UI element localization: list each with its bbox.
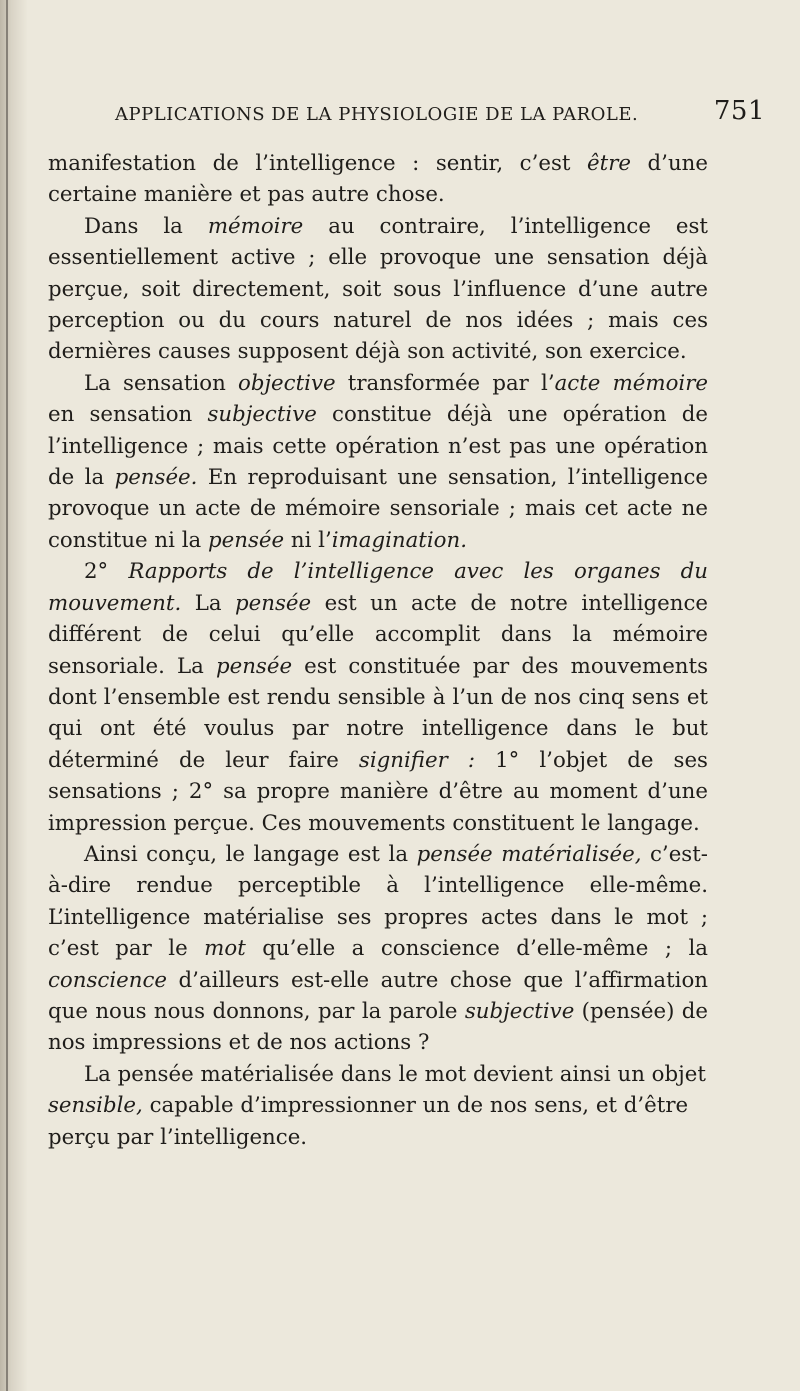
paragraph-6 <box>48 1059 708 1153</box>
italic-run: conscience <box>48 967 167 993</box>
italic-run: mémoire <box>207 213 304 239</box>
italic-run: pensée <box>215 653 293 679</box>
text-run: Ainsi conçu, le langage est la <box>84 841 417 867</box>
italic-run: subjective <box>464 998 575 1024</box>
text-run: 2° <box>84 559 129 585</box>
text-run: c’est-à-dire rendue perceptible à l’intelligence elle-même. L’intelligence matérialise ses propres actes dans le mot ; c’est par le <box>48 841 708 962</box>
text-run: La <box>181 590 236 616</box>
text-run: est constituée par des mouvements dont l’ensemble est rendu sensible à l’un de nos cinq sens et qui ont été voulus par notre intelligence dans le but déterminé de leur faire <box>48 653 708 773</box>
italic-run: pensée. <box>114 465 198 491</box>
italic-run: Rapports de l’intelligence avec les organes du mouvement. <box>48 559 708 616</box>
paragraph-5 <box>48 839 708 1059</box>
italic-run: imagination. <box>331 527 467 553</box>
text-run: d’une certaine manière et pas autre chose. <box>48 151 708 208</box>
text-run: ni l’ <box>284 527 332 553</box>
italic-run: objective <box>238 370 336 396</box>
text-run: en sensation <box>48 402 208 428</box>
italic-run: signifier : <box>358 747 476 773</box>
italic-run: acte mémoire <box>554 370 708 396</box>
italic-run: pensée matérialisée, <box>416 841 642 867</box>
text-run: transformée par l’ <box>335 370 555 396</box>
text-run: Dans la <box>84 213 208 239</box>
italic-run: mot <box>204 936 246 962</box>
text-run: En reproduisant une sensation, l’intelligence provoque un acte de mémoire sensoriale ; mais cet acte ne constitue ni la <box>48 465 708 553</box>
italic-run: sensible, <box>48 1093 143 1119</box>
text-run: La sensation <box>84 370 238 396</box>
text-run: capable d’impressionner un de nos sens, et d’être perçu par l’intelligence. <box>48 1093 689 1150</box>
text-run: au contraire, l’intelligence est essentiellement active ; elle provoque une sensation déjà perçue, soit directement, soit sous l’influence d’une autre perception ou du cours naturel de nos idées ; mais ces dernières causes supposent déjà son activité, son exercice. <box>48 213 708 365</box>
text-run: est un acte de notre intelligence différent de celui qu’elle accomplit dans la mémoire sensoriale. La <box>48 590 708 679</box>
text-run: (pensée) de nos impressions et de nos actions ? <box>48 998 708 1056</box>
paragraph-2 <box>48 211 708 368</box>
page-number: 751 <box>713 96 765 126</box>
italic-run: pensée <box>208 527 285 553</box>
page-header <box>115 96 765 136</box>
body-text <box>48 148 708 1153</box>
text-run: 1° l’objet de ses sensations ; 2° sa propre manière d’être au moment d’une impression perçue. Ces mouvements constituent le langage. <box>48 747 708 836</box>
book-gutter-shadow <box>0 0 28 1391</box>
paragraph-4 <box>48 556 708 839</box>
running-title: APPLICATIONS DE LA PHYSIOLOGIE DE LA PAROLE. <box>115 104 639 125</box>
italic-run: être <box>587 151 631 176</box>
text-run: manifestation de l’intelligence : sentir, c’est <box>48 151 588 176</box>
text-run: constitue déjà une opération de l’intelligence ; mais cette opération n’est pas une opération de la <box>48 402 708 491</box>
italic-run: subjective <box>207 402 317 428</box>
text-run: La pensée matérialisée dans le mot devient ainsi un objet <box>84 1061 706 1087</box>
text-run: d’ailleurs est-elle autre chose que l’affirmation que nous nous donnons, par la parole <box>48 967 708 1024</box>
binding-edge <box>6 0 8 1391</box>
paragraph-1 <box>48 148 708 211</box>
italic-run: pensée <box>235 590 312 616</box>
paragraph-3 <box>48 368 708 556</box>
text-run: qu’elle a conscience d’elle-même ; la <box>245 936 708 962</box>
